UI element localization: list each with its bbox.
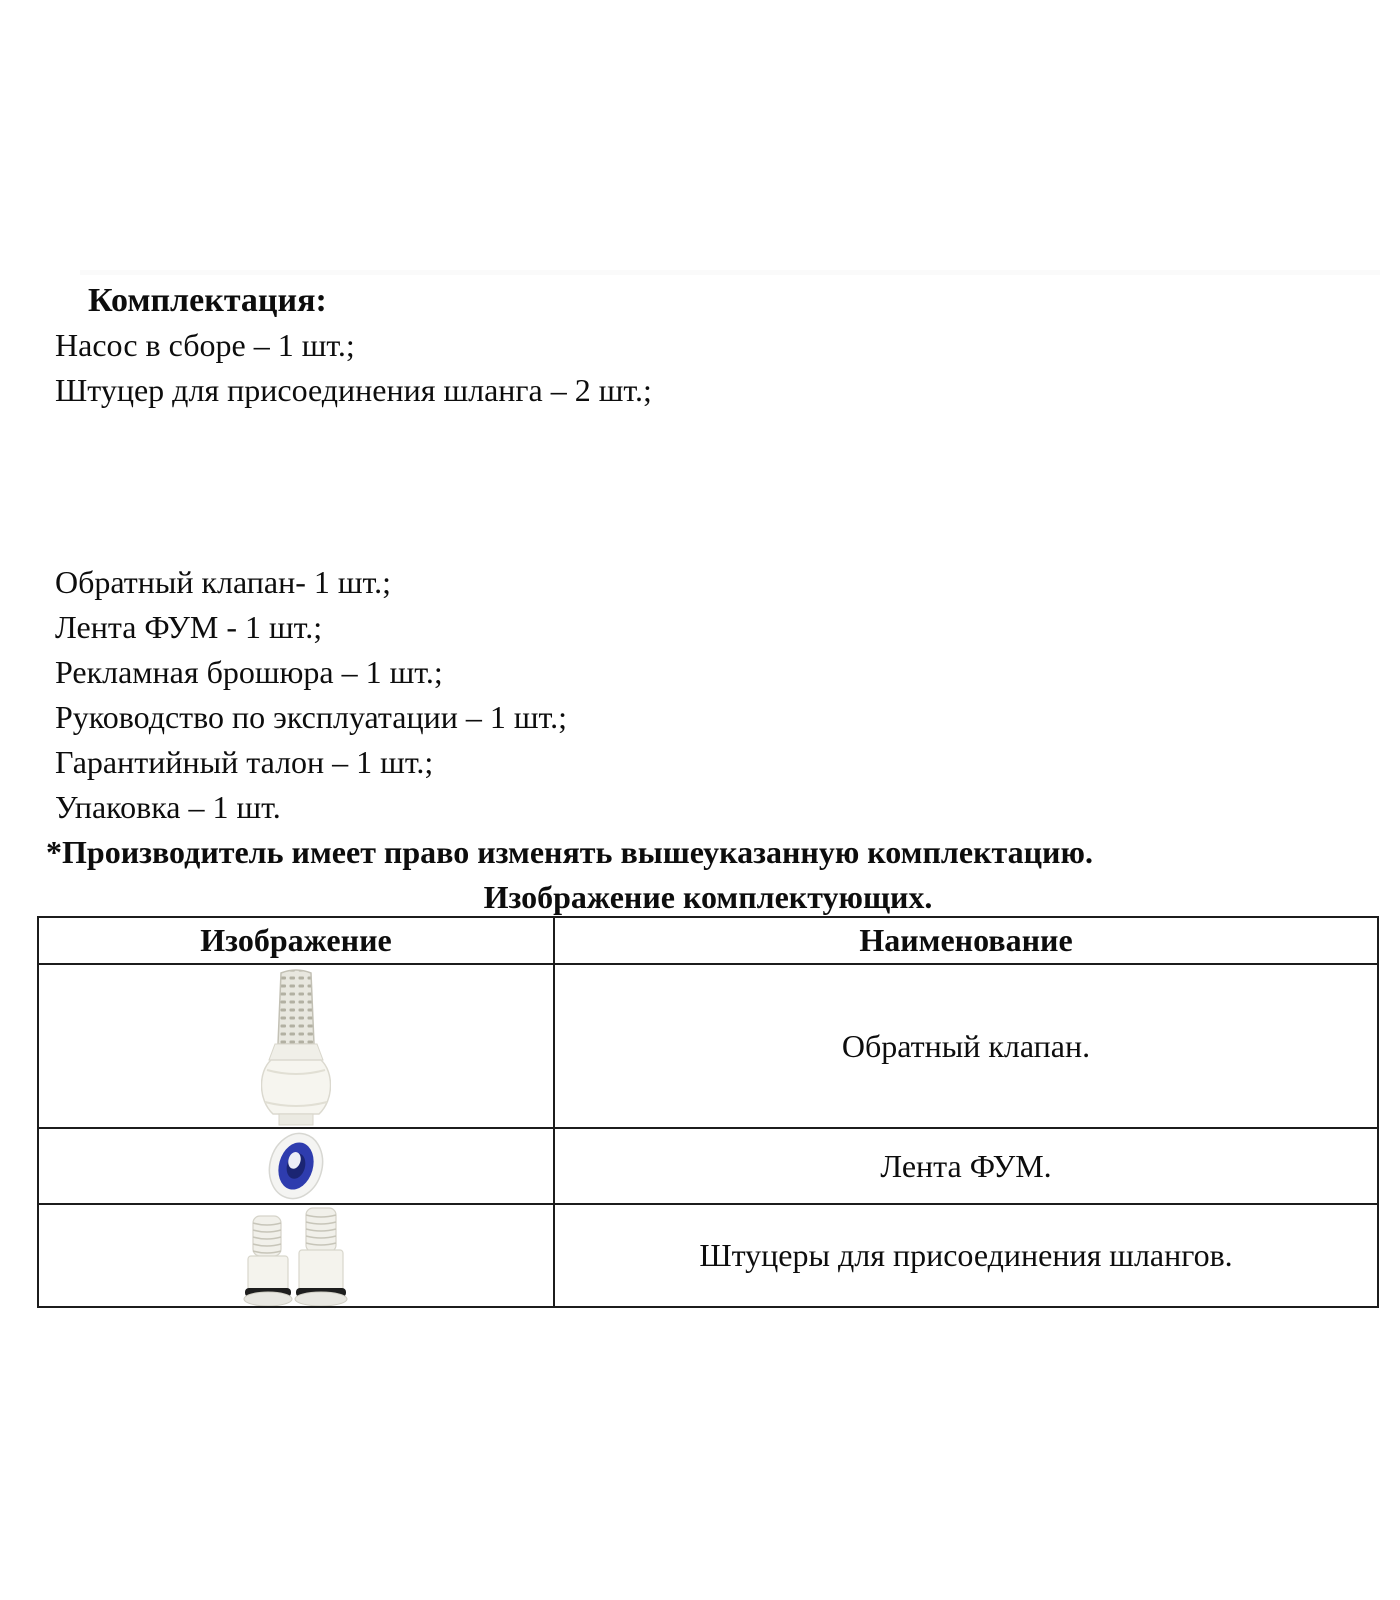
name-cell-check-valve: [555, 965, 1377, 1129]
package-item-pump: Насос в сборе – 1 шт.;: [55, 327, 355, 363]
list-item-check-valve: Обратный клапан- 1 шт.;: [55, 564, 392, 600]
table-header-name: [555, 918, 1377, 965]
component-name: Обратный клапан.: [841, 1027, 1091, 1064]
section-heading: Комплектация:: [88, 282, 327, 319]
hose-fittings-image: [235, 1206, 357, 1306]
component-name: Лента ФУМ.: [880, 1147, 1052, 1184]
name-cell-fum-tape: [555, 1129, 1377, 1205]
component-name: Штуцеры для присоединения шлангов.: [699, 1237, 1233, 1273]
package-items-list: [0, 560, 1400, 830]
table-header-name-label: Наименование: [859, 922, 1073, 958]
components-table: [37, 916, 1379, 1308]
list-item-warranty-card: Гарантийный талон – 1 шт.;: [55, 744, 434, 780]
list-item-brochure: Рекламная брошюра – 1 шт.;: [55, 654, 443, 690]
scan-artifact: [80, 270, 1380, 275]
table-caption: Изображение комплектующих.: [483, 879, 933, 915]
image-cell-check-valve: [39, 965, 555, 1129]
fum-tape-image: [260, 1130, 332, 1202]
image-cell-fum-tape: [39, 1129, 555, 1205]
package-contents-section: [0, 278, 1400, 413]
manufacturer-note: *Производитель имеет право изменять вышеуказанную комплектацию.: [46, 834, 1093, 870]
image-cell-hose-fittings: [39, 1205, 555, 1306]
list-item-fum-tape: Лента ФУМ - 1 шт.;: [55, 609, 323, 645]
table-header-image: [39, 918, 555, 965]
table-header-image-label: Изображение: [200, 922, 392, 958]
name-cell-hose-fittings: [555, 1205, 1377, 1306]
check-valve-image: [261, 966, 331, 1126]
package-item-hose-fitting: Штуцер для присоединения шланга – 2 шт.;: [55, 372, 652, 408]
list-item-manual: Руководство по эксплуатации – 1 шт.;: [55, 699, 567, 735]
list-item-packaging: Упаковка – 1 шт.: [55, 789, 281, 825]
